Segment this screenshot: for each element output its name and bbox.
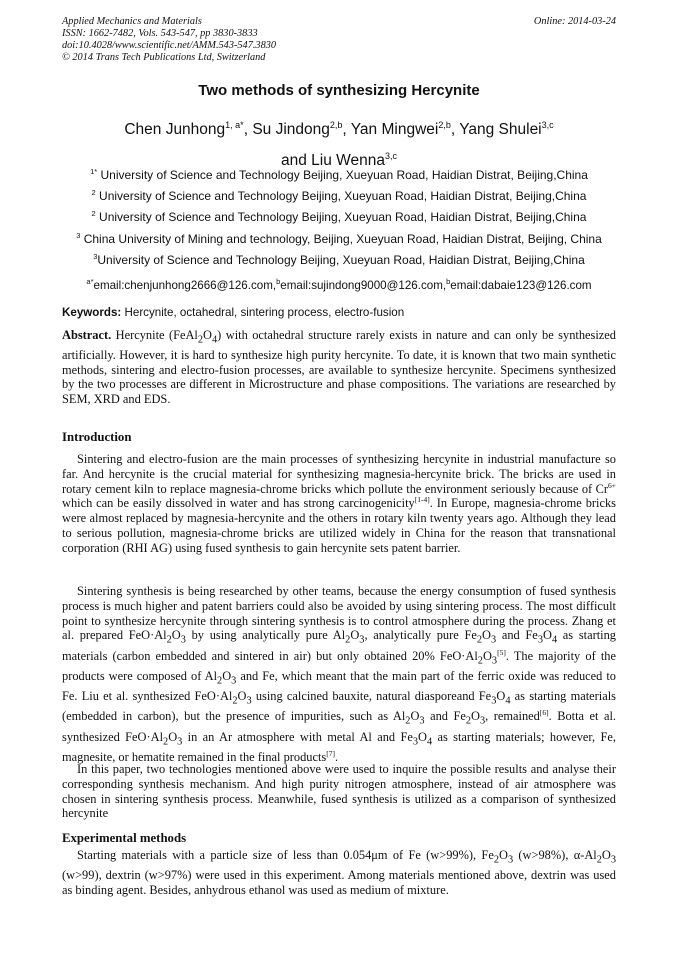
- keywords-text: Hercynite, octahedral, sintering process, electro-fusion: [121, 306, 405, 319]
- email-list: [62, 277, 616, 292]
- author-prefix: and: [280, 152, 312, 170]
- journal-doi: doi:10.4028/www.scientific.net/AMM.543-547.3830: [62, 40, 277, 51]
- email-sup: a*: [86, 277, 94, 286]
- paragraph: Sintering synthesis is being researched by other teams, because the energy consumption of fused synthesis process is much higher and patent barriers could also be avoided by using sintering process. The most difficult point to synthesize hercynite through sintering synthesis is to control atmosphere during the process. Zhang et al. prepared $FeO\cdot Al_2O_3$ by using analytically pure $Al_2O_3$, analytically pure $Fe_2O_3$ and $Fe_3O_4$ as starting materials (carbon embedded and sintered in air) but only obtained 20% $FeO\cdot Al_2O_3[5]$. The majority of the products were composed of $Al_2O_3$ and Fe, which meant that the main part of the ferric oxide was reduced to Fe. Liu et al. synthesized $FeO\cdot Al_2O_3$ using calcined bauxite, natural diasporeand $Fe_3O_4$ as starting materials (embedded in carbon), but the presence of impurities, such as $Al_2O_3$ and $Fe_2O_3$, remained[6]. Botta et al. synthesized $FeO\cdot Al_2O_3$ in an Ar atmosphere with metal Al and $Fe_3O_4$ as starting materials; however, Fe, magnesite, or hematite remained in the final products[7].: [62, 584, 617, 764]
- affiliation: [62, 185, 616, 204]
- affiliation: [62, 228, 616, 247]
- section-heading-introduction: Introduction: [62, 430, 132, 444]
- paragraph: In this paper, two technologies mentioned above were used to inquire the possible results and analyse their corresponding synthesis mechanism. And high purity nitrogen atmosphere, instead of air atmosphere was chosen in sintering synthesis process. Meanwhile, fused synthesis is utilized as a comparison of synthesized hercynite: [62, 762, 616, 821]
- email-link[interactable]: email:dabaie123@126.com: [450, 278, 592, 292]
- author-name: Su Jindong: [252, 121, 330, 139]
- author-sup: 2,b: [329, 120, 343, 130]
- affiliation-text: University of Science and Technology Beijing, Xueyuan Road, Haidian Distrat, Beijing,China: [95, 210, 587, 224]
- author-sup: 3,c: [541, 120, 554, 130]
- affiliation-text: University of Science and Technology Beijing, Xueyuan Road, Haidian Distrat, Beijing,China: [95, 189, 587, 203]
- paper-title: Two methods of synthesizing Hercynite: [198, 82, 480, 99]
- abstract-text: Hercynite $(FeAl_2O_4)$ with octahedral structure rarely exists in nature and can only be synthesized artificially. However, it is hard to synthesize high purity hercynite. To date, it is known that two main synthetic methods, sintering and electro-fusion processes, are available to synthesize hercynite. Specimens synthesized by the two processes are different in Microstructure and phase compositions. The variations are researched by SEM, XRD and EDS.: [62, 328, 616, 406]
- email-sup: b: [276, 277, 281, 286]
- affiliation: [62, 249, 616, 268]
- abstract: [62, 328, 616, 406]
- author-sep: ,: [243, 121, 253, 139]
- author-name: Liu Wenna: [311, 152, 385, 170]
- section-heading-experimental-methods: Experimental methods: [62, 831, 187, 845]
- affiliation-mark: 2: [91, 188, 96, 197]
- author-name: Chen Junhong: [124, 121, 226, 139]
- affiliation: [62, 206, 616, 225]
- affiliation-text: University of Science and Technology Beijing, Xueyuan Road, Haidian Distrat, Beijing,China: [97, 168, 588, 182]
- affiliation-mark: 2: [91, 209, 96, 218]
- journal-header: [62, 16, 616, 64]
- affiliation-mark: 3: [93, 252, 98, 261]
- affiliation-mark: 3: [76, 231, 81, 240]
- affiliation-mark: 1*: [90, 167, 98, 176]
- keywords: [62, 306, 616, 319]
- affiliation: [62, 164, 616, 183]
- author-sup: 3,c: [384, 151, 397, 162]
- affiliation-text: University of Science and Technology Beijing, Xueyuan Road, Haidian Distrat, Beijing,China: [97, 253, 585, 267]
- paragraph: Starting materials with a particle size of less than 0.054μm of Fe (w>99%), $Fe_2O_3$ (w>98%), $\alpha-Al_2O_3$ (w>99), dextrin (w>97%) were used in this experiment. Among materials mentioned above, dextrin was used as binding agent. Besides, anhydrous ethanol was used as medium of mixture.: [62, 848, 617, 898]
- author-sup: 1, a*: [225, 120, 244, 130]
- email-sup: b: [446, 277, 451, 286]
- journal-issn: ISSN: 1662-7482, Vols. 543-547, pp 3830-3833: [62, 28, 258, 39]
- author-name: Yang Shulei: [459, 121, 542, 139]
- affiliation-text: China University of Mining and technology, Beijing, Xueyuan Road, Haidian Distrat, Beijing, China: [80, 232, 602, 246]
- online-date: Online: 2014-03-24: [533, 16, 616, 27]
- author-sep: ,: [450, 121, 460, 139]
- paragraph: Sintering and electro-fusion are the main processes of synthesizing hercynite in industrial manufacture so far. And hercynite is the crucial material for synthesizing magnesia-hercynite brick. The bricks are used in rotary cement kiln to replace magnesia-chrome bricks which pollute the environment seriously because of $Cr^{6+}$ which can be easily dissolved in water and has strong carcinogenicity[1-4]. In Europe, magnesia-chrome bricks were almost replaced by magnesia-hercynite and the others in rotary kiln twenty years ago. Although they lead to serious pollution, magnesia-chrome bricks are utilized widely in China for the reason that transnational corporation (RHI AG) using fused synthesis to gain hercynite sets patent barrier.: [62, 452, 616, 555]
- journal-name: Applied Mechanics and Materials: [62, 16, 202, 27]
- journal-copyright: © 2014 Trans Tech Publications Ltd, Switzerland: [62, 52, 266, 63]
- author-line-1: [62, 112, 616, 143]
- email-link[interactable]: email:chenjunhong2666@126.com,: [93, 278, 277, 292]
- email-link[interactable]: email:sujindong9000@126.com,: [280, 278, 447, 292]
- author-name: Yan Mingwei: [350, 121, 439, 139]
- keywords-label: Keywords:: [62, 306, 122, 319]
- abstract-label: Abstract.: [62, 328, 112, 342]
- author-sep: ,: [342, 121, 351, 139]
- author-sup: 2,b: [438, 120, 451, 130]
